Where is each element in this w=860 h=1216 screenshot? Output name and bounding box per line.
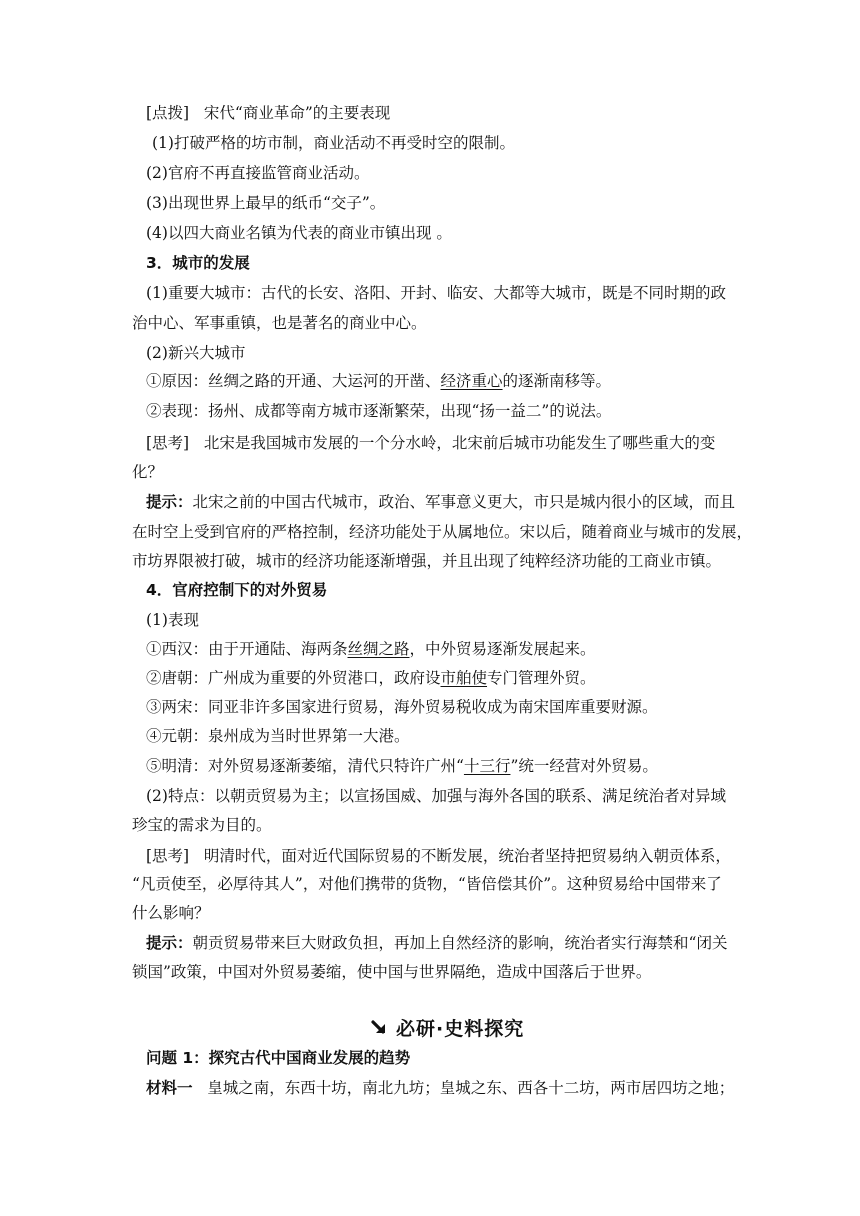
material-line bbox=[146, 1077, 736, 1099]
underlined-term: 十三行 bbox=[463, 757, 511, 775]
text-line: (4)以四大商业名镇为代表的商业市镇出现 。 bbox=[146, 224, 452, 242]
text-fragment: ②唐朝：广州成为重要的外贸港口，政府设 bbox=[146, 669, 441, 687]
text-line: ④元朝：泉州成为当时世界第一大港。 bbox=[146, 727, 410, 745]
text-line: (2)官府不再直接监管商业活动。 bbox=[146, 164, 370, 182]
text-line: 珍宝的需求为目的。 bbox=[132, 816, 272, 834]
think-tag: [思考] bbox=[146, 847, 190, 865]
underlined-term: 丝绸之路 bbox=[347, 640, 410, 658]
text-fragment: ，中外贸易逐渐发展起来。 bbox=[409, 640, 596, 658]
text-line: (1)表现 bbox=[146, 611, 199, 629]
text-fragment: 的逐渐南移等。 bbox=[502, 372, 612, 390]
text-line: 化？ bbox=[132, 463, 164, 481]
answer-line bbox=[146, 932, 736, 954]
text-line: 治中心、军事重镇，也是著名的商业中心。 bbox=[132, 314, 427, 332]
answer-tag: 提示： bbox=[146, 493, 193, 511]
text-line bbox=[146, 667, 736, 689]
text-line: (3)出现世界上最早的纸币“交子”。 bbox=[146, 194, 386, 212]
text-line: 什么影响？ bbox=[132, 904, 210, 922]
think-tag: [思考] bbox=[146, 434, 190, 452]
hint-line bbox=[146, 102, 736, 124]
answer-tag: 提示： bbox=[146, 934, 193, 952]
think-text: 明清时代，面对近代国际贸易的不断发展，统治者坚持把贸易纳入朝贡体系， bbox=[203, 847, 731, 865]
text-line: (2)特点：以朝贡贸易为主；以宣扬国威、加强与海外各国的联系、满足统治者对异域 bbox=[146, 787, 726, 805]
answer-text: 朝贡贸易带来巨大财政负担，再加上自然经济的影响，统治者实行海禁和“闭关 bbox=[192, 934, 728, 952]
text-line: ②表现：扬州、成都等南方城市逐渐繁荣，出现“扬一益二”的说法。 bbox=[146, 402, 612, 420]
text-fragment: ①西汉：由于开通陆、海两条 bbox=[146, 640, 348, 658]
text-line: “凡贡使至，必厚待其人”，对他们携带的货物，“皆倍偿其价”。这种贸易给中国带来了 bbox=[132, 875, 722, 893]
section-heading: 3．城市的发展 bbox=[146, 254, 250, 272]
text-line bbox=[146, 755, 736, 777]
text-fragment: ①原因：丝绸之路的开通、大运河的开凿、 bbox=[146, 372, 441, 390]
underlined-term: 市舶使 bbox=[440, 669, 488, 687]
material-text: 皇城之南，东西十坊，南北九坊；皇城之东、西各十二坊，两市居四坊之地； bbox=[207, 1079, 735, 1097]
text-line: (1)重要大城市：古代的长安、洛阳、开封、临安、大都等大城市，既是不同时期的政 bbox=[146, 284, 726, 302]
text-line bbox=[146, 638, 736, 660]
hint-text: 宋代“商业革命”的主要表现 bbox=[203, 104, 391, 122]
text-fragment: ”统一经营对外贸易。 bbox=[510, 757, 658, 775]
answer-text: 北宋之前的中国古代城市，政治、军事意义更大，市只是城内很小的区域，而且 bbox=[192, 493, 736, 511]
text-line: (1)打破严格的坊市制，商业活动不再受时空的限制。 bbox=[152, 134, 515, 152]
text-line bbox=[146, 370, 736, 392]
arrow-down-right-icon bbox=[370, 1017, 390, 1037]
answer-line bbox=[146, 491, 736, 513]
text-line: 锁国”政策，中国对外贸易萎缩，使中国与世界隔绝，造成中国落后于世界。 bbox=[132, 963, 652, 981]
underlined-term: 经济重心 bbox=[440, 372, 503, 390]
material-tag: 材料一 bbox=[146, 1079, 193, 1097]
section-heading: 4．官府控制下的对外贸易 bbox=[146, 581, 328, 599]
text-line: ③两宋：同亚非许多国家进行贸易，海外贸易税收成为南宋国库重要财源。 bbox=[146, 698, 658, 716]
hint-tag: [点拨] bbox=[146, 104, 190, 122]
think-line bbox=[146, 432, 736, 454]
text-line: 在时空上受到官府的严格控制，经济功能处于从属地位。宋以后，随着商业与城市的发展， bbox=[132, 523, 753, 541]
text-line: (2)新兴大城市 bbox=[146, 344, 246, 362]
text-line: 市坊界限被打破，城市的经济功能逐渐增强，并且出现了纯粹经济功能的工商业市镇。 bbox=[132, 552, 722, 570]
question-heading: 问题 1：探究古代中国商业发展的趋势 bbox=[146, 1049, 411, 1067]
text-fragment: 专门管理外贸。 bbox=[487, 669, 596, 687]
think-text: 北宋是我国城市发展的一个分水岭，北宋前后城市功能发生了哪些重大的变 bbox=[203, 434, 716, 452]
section-banner bbox=[370, 1013, 524, 1041]
banner-title: 必研·史料探究 bbox=[396, 1017, 525, 1040]
text-fragment: ⑤明清：对外贸易逐渐萎缩，清代只特许广州“ bbox=[146, 757, 464, 775]
think-line bbox=[146, 845, 736, 867]
